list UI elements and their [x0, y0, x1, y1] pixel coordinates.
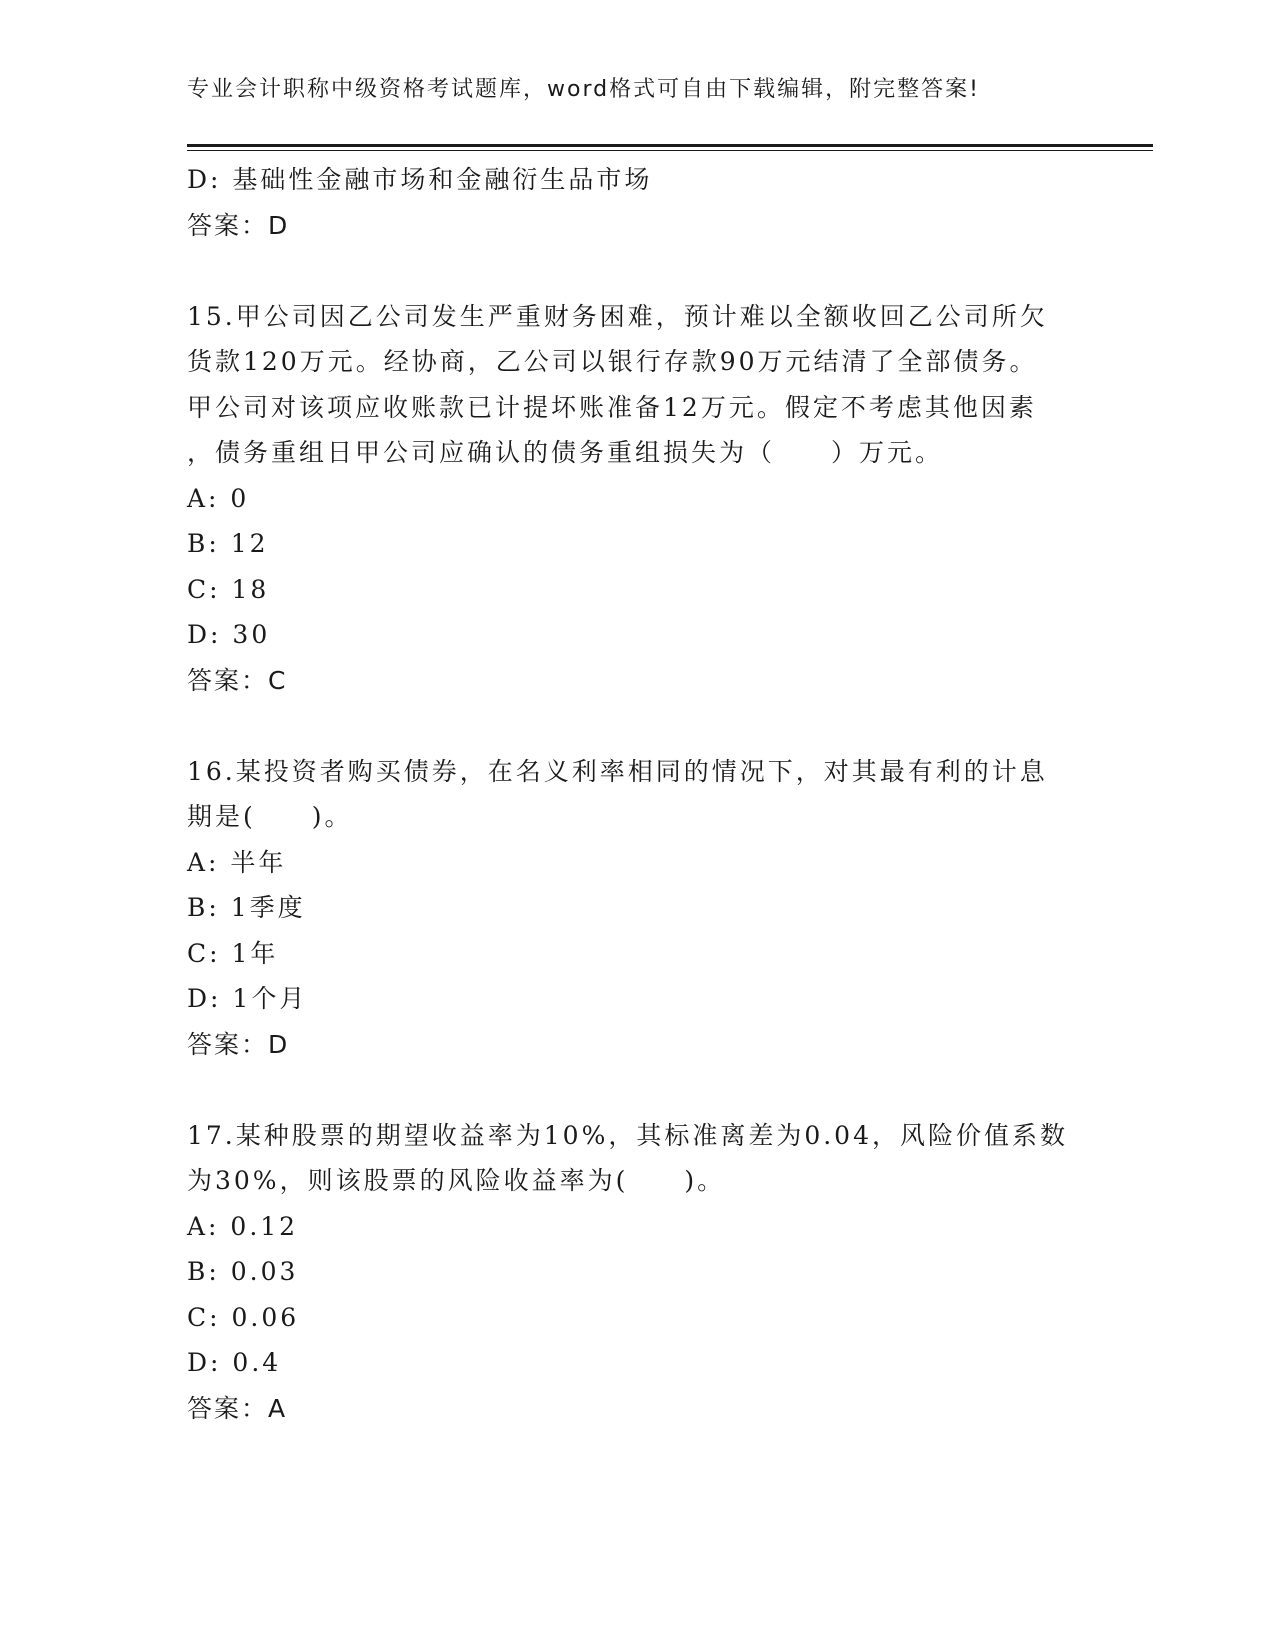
page-header: 专业会计职称中级资格考试题库，word格式可自由下载编辑，附完整答案! — [187, 77, 980, 102]
header-rule — [187, 144, 1153, 147]
question-stem-line: 为30%，则该股票的风险收益率为( )。 — [187, 1166, 726, 1195]
answer: 答案：D — [187, 210, 290, 240]
option-d: D: 30 — [187, 620, 271, 649]
answer: 答案：D — [187, 1029, 290, 1059]
answer: 答案：A — [187, 1393, 288, 1423]
question-16 — [187, 749, 1087, 1068]
question-stem-line: 甲公司对该项应收账款已计提坏账准备12万元。假定不考虑其他因素 — [187, 392, 1037, 422]
option-d: D: 1个月 — [187, 984, 308, 1013]
option-c: C: 18 — [187, 574, 270, 604]
option-a: A: 0.12 — [187, 1211, 299, 1241]
question-stem-line: 17.某种股票的期望收益率为10%，其标准离差为0.04，风险价值系数 — [187, 1120, 1068, 1150]
question-15 — [187, 294, 1087, 704]
option-d: D: 0.4 — [187, 1348, 282, 1377]
answer: 答案：C — [187, 665, 288, 695]
option-b: B: 0.03 — [187, 1257, 299, 1286]
option-b: B: 12 — [187, 529, 269, 558]
option-a: A: 半年 — [187, 847, 287, 877]
question-stem-line: ，债务重组日甲公司应确认的债务重组损失为（ ）万元。 — [187, 438, 944, 467]
question-stem-line: 15.甲公司因乙公司发生严重财务困难，预计难以全额收回乙公司所欠 — [187, 301, 1048, 331]
option-c: C: 1年 — [187, 938, 279, 968]
option-d: D: 基础性金融市场和金融衍生品市场 — [187, 165, 653, 194]
question-stem-line: 16.某投资者购买债券，在名义利率相同的情况下，对其最有利的计息 — [187, 756, 1048, 786]
question-17 — [187, 1113, 1087, 1432]
option-c: C: 0.06 — [187, 1302, 300, 1332]
option-b: B: 1季度 — [187, 893, 306, 922]
question-stem-line: 期是( )。 — [187, 802, 353, 831]
header-rule-thin — [187, 150, 1153, 151]
question-stem-line: 货款120万元。经协商，乙公司以银行存款90万元结清了全部债务。 — [187, 347, 1038, 376]
option-a: A: 0 — [187, 483, 250, 513]
question-content — [187, 157, 1087, 1431]
